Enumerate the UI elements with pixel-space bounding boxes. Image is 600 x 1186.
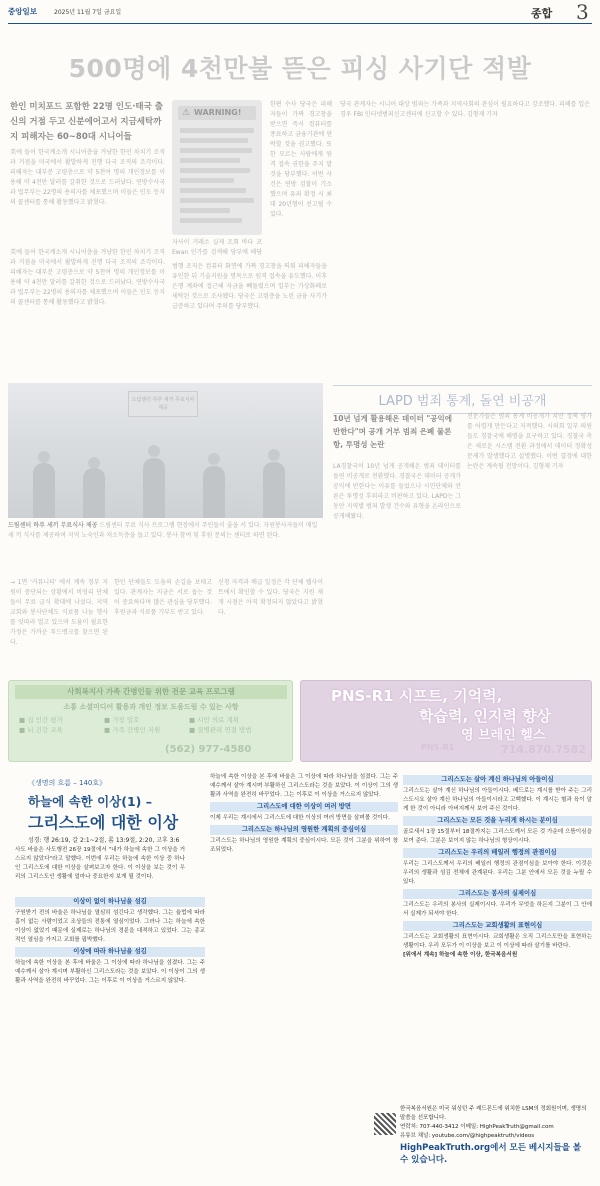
bible-column-2: [210, 773, 398, 1177]
warning-line: [180, 218, 242, 223]
person-head: [268, 449, 280, 461]
person-head: [208, 453, 220, 465]
bible-column-1: [15, 895, 205, 1177]
promo-youtube[interactable]: 유튜브 채널: youtube.com/@highpeaktruth/videos: [400, 1133, 535, 1139]
caption-title: 드림센터 하루 세끼 무료식사 제공: [8, 522, 98, 529]
bible-verse: 성경: 행 26:19, 갈 2:1~2절, 롬 13:9절, 2:20, 고후 3:6: [28, 837, 180, 844]
ad1-title: 사회복지사 가족 간병인들 위한 전문 교육 프로그램: [15, 685, 287, 699]
bible-section-heading: 그리스도에 대한 이상이 여러 방면: [210, 802, 398, 812]
brain-health-ad[interactable]: [300, 680, 592, 762]
bible-section-body: 구원받기 전의 바울은 하나님을 열심히 섬긴다고 생각했다. 그는 율법에 따라 흠이 없는 사람이었고 조상들의 전통에 열심이었다. 그러나 그는 하늘에 속한 이상이 없었기 때문에 실제로는 하나님의 경륜을 대적하고 있었다. 그는 종교적인 열심을 가지고 교회를 핍박했다.: [15, 910, 205, 943]
story-column-1b: 美에 들어 한국계소개 시니어층을 겨냥한 한인 차치기 조직과 거점을 미국에서 활발하게 진행 다국 조직의 조각이다. 피해자는 대부분 고령층으로 약 5천여 명의 개인정보를 이용해 약 4천만 달러를 갈취한 것으로 드러났다. 연방수사국과 법무부는 22명의 용의자를 체포했으며 이들은 인도 등지의 콜센터를 통해 활동했다고 밝혔다.: [10, 249, 165, 306]
ad1-subtitle: 소통 소셜미디어 활용과 개인 정보 도움드림 수 있는 사항: [63, 703, 239, 711]
bible-section-heading: 그리스도는 살아 계신 하나님의 아들이심: [403, 775, 592, 785]
bible-section-heading: 그리스도는 봉사의 실제이심: [403, 889, 592, 899]
warning-line: [180, 158, 240, 163]
person-figure: [263, 462, 285, 518]
warning-line: [180, 148, 252, 153]
paper-name: 중앙일보: [8, 7, 37, 16]
ad1-item: ■ 뇌 건강 교육: [19, 726, 63, 734]
warning-icon: ⚠: [182, 108, 191, 118]
dream-center-photo: [8, 383, 323, 518]
section-label: 종합: [531, 7, 553, 20]
warning-screenshot: [172, 100, 262, 235]
warning-line: [180, 178, 234, 183]
photo-sign: 드림센터 하루 세끼 무료식사 제공: [128, 391, 198, 417]
warning-line: [180, 138, 248, 143]
ad2-line-1: PNS-R1 시프트, 기억력,: [331, 687, 503, 705]
qr-code-icon[interactable]: [374, 1113, 396, 1135]
warning-line: [180, 208, 230, 213]
story-column-3: 범행 조직은 컴퓨터 화면에 가짜 경고창을 띄워 피해자들을 유인한 뒤 기술지원을 명목으로 원격 접속을 유도했다. 이후 은행 계좌에 접근해 자금을 빼돌렸으며 일부는 가상화폐로 세탁된 것으로 조사됐다. 당국은 고령층을 노린 금융 사기가 급증하고 있다며 주의를 당부했다.: [172, 263, 327, 310]
bible-section-body: 우리는 그리스도께서 우리의 배일러 행정의 관점이심을 보아야 한다. 이것은 우리의 생활과 섬김 전체에 관계된다. 우리는 그분 안에서 모든 것을 누릴 수 있다.: [403, 861, 592, 885]
main-headline: 500명에 4천만불 뜯은 피싱 사기단 적발: [68, 54, 532, 83]
bible-title-line-2: 그리스도에 대한 이상: [28, 813, 179, 832]
ad2-line-3: 영 브레인 헬스: [461, 728, 546, 743]
ad1-item: ■ 가족 간병인 지원: [104, 726, 161, 734]
ad1-item: ■ 집 인간 평가: [19, 716, 63, 724]
ad1-item: ■ 시민 의료 계획: [189, 716, 240, 724]
ad1-item: ■ 가장 엄호: [104, 716, 140, 724]
ad1-phone: (562) 977-4580: [165, 744, 252, 755]
lapd-column-1: LA경찰국이 10년 넘게 공개해온 범죄 데이터를 돌연 비공개로 전환했다. 경찰국은 데이터 공개가 공익에 반한다는 이유를 들었으나 시민단체와 언론은 투명성 후퇴라고 비판하고 있다. LAPD는 그동안 지역별 범죄 발생 건수와 유형을 온라인으로 공개해왔다.: [333, 463, 461, 520]
caption-text: 드림센터 무료 식사 프로그램 현장에서 주민들이 줄을 서 있다. 자원봉사자들이 매일 세 끼 식사를 제공하며 지역 노숙인과 저소득층을 돕고 있다. 봉사 참여 및 후원 문의는 센터로 하면 된다.: [8, 522, 318, 539]
bottom-story-column-3: 신청 자격과 배급 일정은 각 단체 웹사이트에서 확인할 수 있다. 당국은 지원 재개 시점은 아직 확정되지 않았다고 밝혔다.: [218, 579, 323, 616]
lapd-subhead: 10년 넘게 활용해온 데이터 "공익에 반한다"며 공개 거부 범죄 은폐 물론항, 투명성 논란: [333, 414, 452, 449]
bible-section-body: 그리스도는 하나님의 영원한 계획의 중심이시다. 모든 것이 그분을 위하여 창조되었다.: [210, 838, 398, 853]
bible-section-body: 하늘에 속한 이상을 본 후에 바울은 그 이상에 따라 하나님을 섬겼다. 그는 주 예수께서 살아 계시며 부활하신 그리스도라는 것을 보았다. 이 이상이 그의 생활과 사역을 완전히 바꾸었다. 그는 이후로 이 이상을 거스르지 않았다.: [15, 960, 205, 984]
ad2-phone: 714.870.7582: [501, 743, 586, 756]
bible-section-heading: 이상이 없이 하나님을 섬김: [15, 897, 205, 907]
bible-footer: [위에서 계속] 하늘에 속한 이상, 한국복음서원: [403, 952, 518, 958]
bible-column-3: [403, 773, 592, 1103]
bottom-story-column-2: 한인 단체들도 도움의 손길을 보태고 있다. 관계자는 지금은 서로 돕는 것이 중요하다며 많은 관심을 당부했다. 후원금과 식료품 기부도 받고 있다.: [114, 579, 212, 616]
caregiver-program-ad[interactable]: [8, 680, 293, 762]
warning-line: [180, 168, 250, 173]
lapd-column-2: 전문가들은 범죄 통계 비공개가 치안 정책 평가를 어렵게 만든다고 지적했다. 시의회 일부 의원들도 경찰국에 해명을 요구하고 있다. 경찰국 측은 새로운 시스템 전환 과정에서 데이터 정확성 문제가 발생했다고 설명했다. 이번 결정에 대한 논란은 계속될 전망이다. 김형재 기자: [467, 413, 592, 470]
bible-continued-body: 하늘에 속한 이상을 본 후에 바울은 그 이상에 따라 하나님을 섬겼다. 그는 주 예수께서 살아 계시며 부활하신 그리스도라는 것을 보았다. 이 이상이 그의 생활과 사역을 완전히 바꾸었다. 그는 이후로 이 이상을 거스르지 않았다.: [210, 774, 398, 798]
ad1-item: ■ 질병관리 연결 방법: [189, 726, 252, 734]
person-figure: [83, 468, 105, 518]
ad1-items: [19, 715, 279, 735]
bible-section-heading: 그리스도는 교회생활의 표현이심: [403, 921, 592, 931]
bible-section-heading: 그리스도는 모든 것을 누리게 하시는 분이심: [403, 816, 592, 826]
person-figure: [143, 458, 165, 518]
masthead: [8, 2, 592, 24]
bible-section-body: 그리스도는 우리의 봉사의 실제이시다. 우리가 무엇을 하든지 그분이 그 안에서 실제가 되셔야 한다.: [403, 902, 592, 917]
bible-title-line-1: 하늘에 속한 이상(1) –: [28, 794, 152, 809]
page-number: 3: [576, 0, 589, 24]
story-column-5: 당국 관계자는 시니어 대상 범죄는 가족과 지역사회의 관심이 필요하다고 강조했다. 피해를 입은 경우 FBI 인터넷범죄신고센터에 신고할 수 있다. 김형재 기자: [340, 101, 590, 118]
warning-line: [180, 128, 254, 133]
bible-section-body: 골로새서 1장 15절부터 18절까지는 그리스도께서 모든 것 가운데 으뜸이심을 보여 준다. 그분은 보이지 않는 하나님의 형상이시다.: [403, 829, 592, 844]
person-head: [38, 451, 50, 463]
person-figure: [203, 466, 225, 518]
issue-date: 2025년 11월 7일 금요일: [54, 9, 122, 16]
ad2-logo: PNS-R1: [421, 743, 455, 752]
warning-line: [180, 198, 254, 203]
bible-section-heading: 그리스도는 하나님의 영원한 계획의 중심이심: [210, 825, 398, 835]
bible-section-body: 그리스도는 교회생활의 표현이시다. 교회생활은 오직 그리스도만을 표현하는 생활이다. 우리 모두가 이 이상을 보고 이 이상에 따라 살기를 바란다.: [403, 934, 592, 949]
bible-section-heading: 그리스도는 우리의 배일러 행정의 관점이심: [403, 848, 592, 858]
bible-section-body: 그리스도는 살아 계신 하나님의 아들이시다. 베드로는 계시를 받아 주는 그리스도시요 살아 계신 하나님의 아들이시라고 고백했다. 이 계시는 혈과 육이 알게 한 것이 아니라 아버지께서 보여 주신 것이다.: [403, 788, 592, 812]
person-head: [148, 445, 160, 457]
ad2-line-2: 학습력, 인지력 향상: [419, 707, 552, 725]
person-figure: [33, 463, 55, 518]
bottom-story-column-1: → 1면 '커뮤니티' 에서 계속 정부 지원이 중단되는 상황에서 비영리 단체들이 무료 급식 확대에 나섰다. 지역 교회와 봉사단체도 식료품 나눔 행사를 잇따라 열고 있으며 도움이 필요한 가정은 가까운 푸드뱅크를 찾으면 된다.: [10, 579, 108, 646]
bible-section-body: 이제 우리는 계시에서 그리스도에 대한 이상의 여러 방면을 살펴볼 것이다.: [210, 815, 390, 821]
promo-website[interactable]: HighPeakTruth.org에서 모든 베시지들을 볼 수 있습니다.: [400, 1143, 582, 1165]
bible-series: 《생명의 흐름 – 140호》: [28, 779, 107, 787]
promo-contact[interactable]: 연락처: 707-440-3412 이메일: HighPeakTruth@gmail.com: [400, 1124, 554, 1130]
story-subhead: 한인 미치포드 포함한 22명 인도·태국 출신의 거점 두고 신분에어고서 지금세탁까지 피해자는 60~80대 시니어들: [10, 102, 164, 142]
story-column-1: 美에 들어 한국계소개 시니어층을 겨냥한 한인 차치기 조직과 거점을 미국에서 활발하게 진행 다국 조직의 조각이다. 피해자는 대부분 고령층으로 약 5천여 명의 개인정보를 이용해 약 4천만 달러를 갈취한 것으로 드러났다. 연방수사국과 법무부는 22명의 용의자를 체포했으며 이들은 인도 등지의 콜센터를 통해 활동했다고 밝혔다.: [10, 149, 165, 206]
warning-title: WARNING!: [194, 108, 242, 117]
lapd-headline: LAPD 범죄 통계, 돌연 비공개: [333, 385, 592, 414]
photo-caption: [8, 521, 323, 541]
bible-section-heading: 이상에 따라 하나님을 섬김: [15, 947, 205, 957]
promo-line-1: 한국복음서원은 미국 워싱턴 주 레드몬드에 위치한 LSM의 정회원이며, 생명의 말씀을 선포합니다.: [400, 1106, 587, 1121]
warning-line: [180, 188, 246, 193]
story-column-2: 자사이 거래소 실제 조회 바다 코 Ewan 인가를 검색해 당부에 해당: [172, 239, 262, 256]
bible-intro: 사도 바울은 사도행전 26장 19절에서 "내가 하늘에 속한 그 이상을 거스르지 않았다"라고 말했다. 이번에 우리는 하늘에 속한 이상 중 하나인 그리스도에 대한 이상을 살펴보고자 한다. 이 이상을 보는 것이 우리의 그리스도인 생활에 얼마나 중요한지 보게 될 것이다.: [15, 847, 185, 880]
high-peak-truth-promo: [400, 1105, 592, 1175]
story-column-4: 한편 수사 당국은 피해자들이 가짜 경고창을 받으면 즉시 컴퓨터를 종료하고 금융기관에 연락할 것을 권고했다. 또한 모르는 사람에게 원격 접속 권한을 주지 말 것을 당부했다. 이번 사건은 연방 검찰이 기소했으며 유죄 확정 시 최대 20년형이 선고될 수 있다.: [270, 101, 332, 218]
